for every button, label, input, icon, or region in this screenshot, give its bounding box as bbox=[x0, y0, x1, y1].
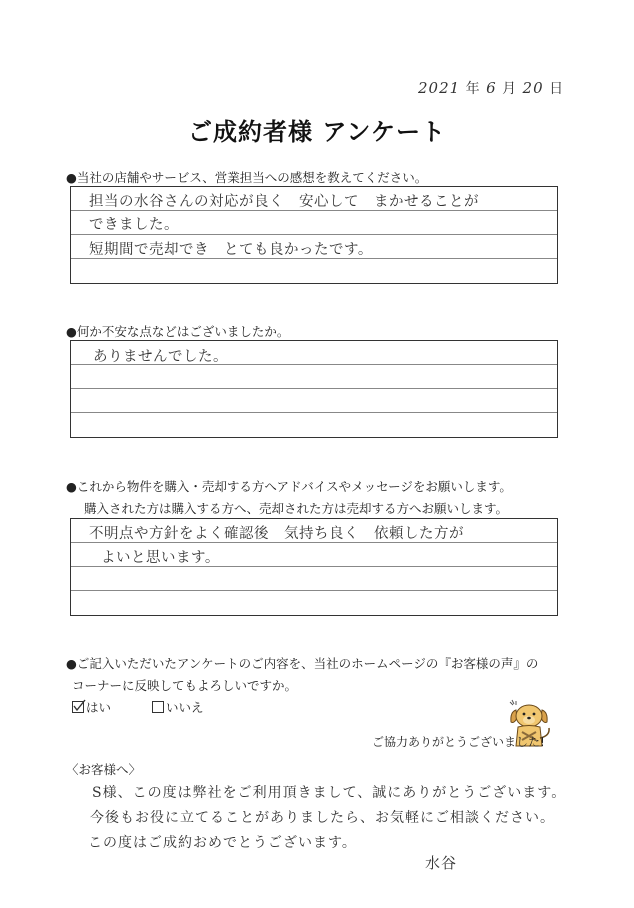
consent-question-line-1: ●ご記入いただいたアンケートのご内容を、当社のホームページの『お客様の声』の bbox=[66, 656, 539, 671]
answer-1-line-1: 担当の水谷さんの対応が良く 安心して まかせることが bbox=[89, 194, 479, 210]
checkbox-empty-icon[interactable] bbox=[152, 701, 164, 713]
answer-2-line-1: ありませんでした。 bbox=[93, 349, 228, 365]
question-2-label: ●何か不安な点などはございましたか。 bbox=[66, 324, 290, 339]
consent-yes-label: はい bbox=[86, 700, 112, 715]
answer-3-line-2: よいと思います。 bbox=[101, 550, 220, 566]
answer-box-1 bbox=[70, 186, 558, 284]
answer-3-line-1: 不明点や方針をよく確認後 気持ち良く 依頼した方が bbox=[89, 526, 464, 542]
date-month: 6 bbox=[486, 79, 497, 97]
date-day: 20 bbox=[522, 79, 544, 97]
customer-message-label: 〈お客様へ〉 bbox=[66, 762, 142, 777]
answer-box-2 bbox=[70, 340, 558, 438]
message-line-3: この度はご成約おめでとうございます。 bbox=[88, 835, 357, 851]
question-1-label: ●当社の店舗やサービス、営業担当への感想を教えてください。 bbox=[66, 170, 428, 185]
question-3-sublabel: 購入された方は購入する方へ、売却された方は売却する方へお願いします。 bbox=[84, 501, 509, 516]
thanks-message: ご協力ありがとうございました! bbox=[372, 735, 545, 749]
date-month-unit: 月 bbox=[502, 81, 518, 97]
page-title: ご成約者様 アンケート bbox=[188, 118, 446, 146]
consent-yes-option[interactable] bbox=[72, 698, 111, 716]
signature: 水谷 bbox=[425, 854, 458, 872]
date-year-unit: 年 bbox=[465, 81, 481, 97]
date-year: 2021 bbox=[418, 79, 461, 97]
consent-no-label: いいえ bbox=[166, 700, 204, 715]
message-line-1: S様、この度は弊社をご利用頂きまして、誠にありがとうございます。 bbox=[92, 785, 567, 801]
answer-box-3 bbox=[70, 518, 558, 616]
answer-1-line-2: できました。 bbox=[89, 217, 179, 233]
consent-question-line-2: コーナーに反映してもよろしいですか。 bbox=[72, 678, 298, 693]
date-day-unit: 日 bbox=[549, 81, 565, 97]
message-line-2: 今後もお役に立てることがありましたら、お気軽にご相談ください。 bbox=[90, 810, 555, 826]
survey-date bbox=[418, 78, 564, 98]
answer-1-line-3: 短期間で売却でき とても良かったです。 bbox=[89, 242, 373, 258]
checkbox-checked-icon[interactable] bbox=[72, 701, 84, 713]
question-3-label: ●これから物件を購入・売却する方へアドバイスやメッセージをお願いします。 bbox=[66, 479, 512, 494]
consent-no-option[interactable] bbox=[152, 698, 204, 716]
